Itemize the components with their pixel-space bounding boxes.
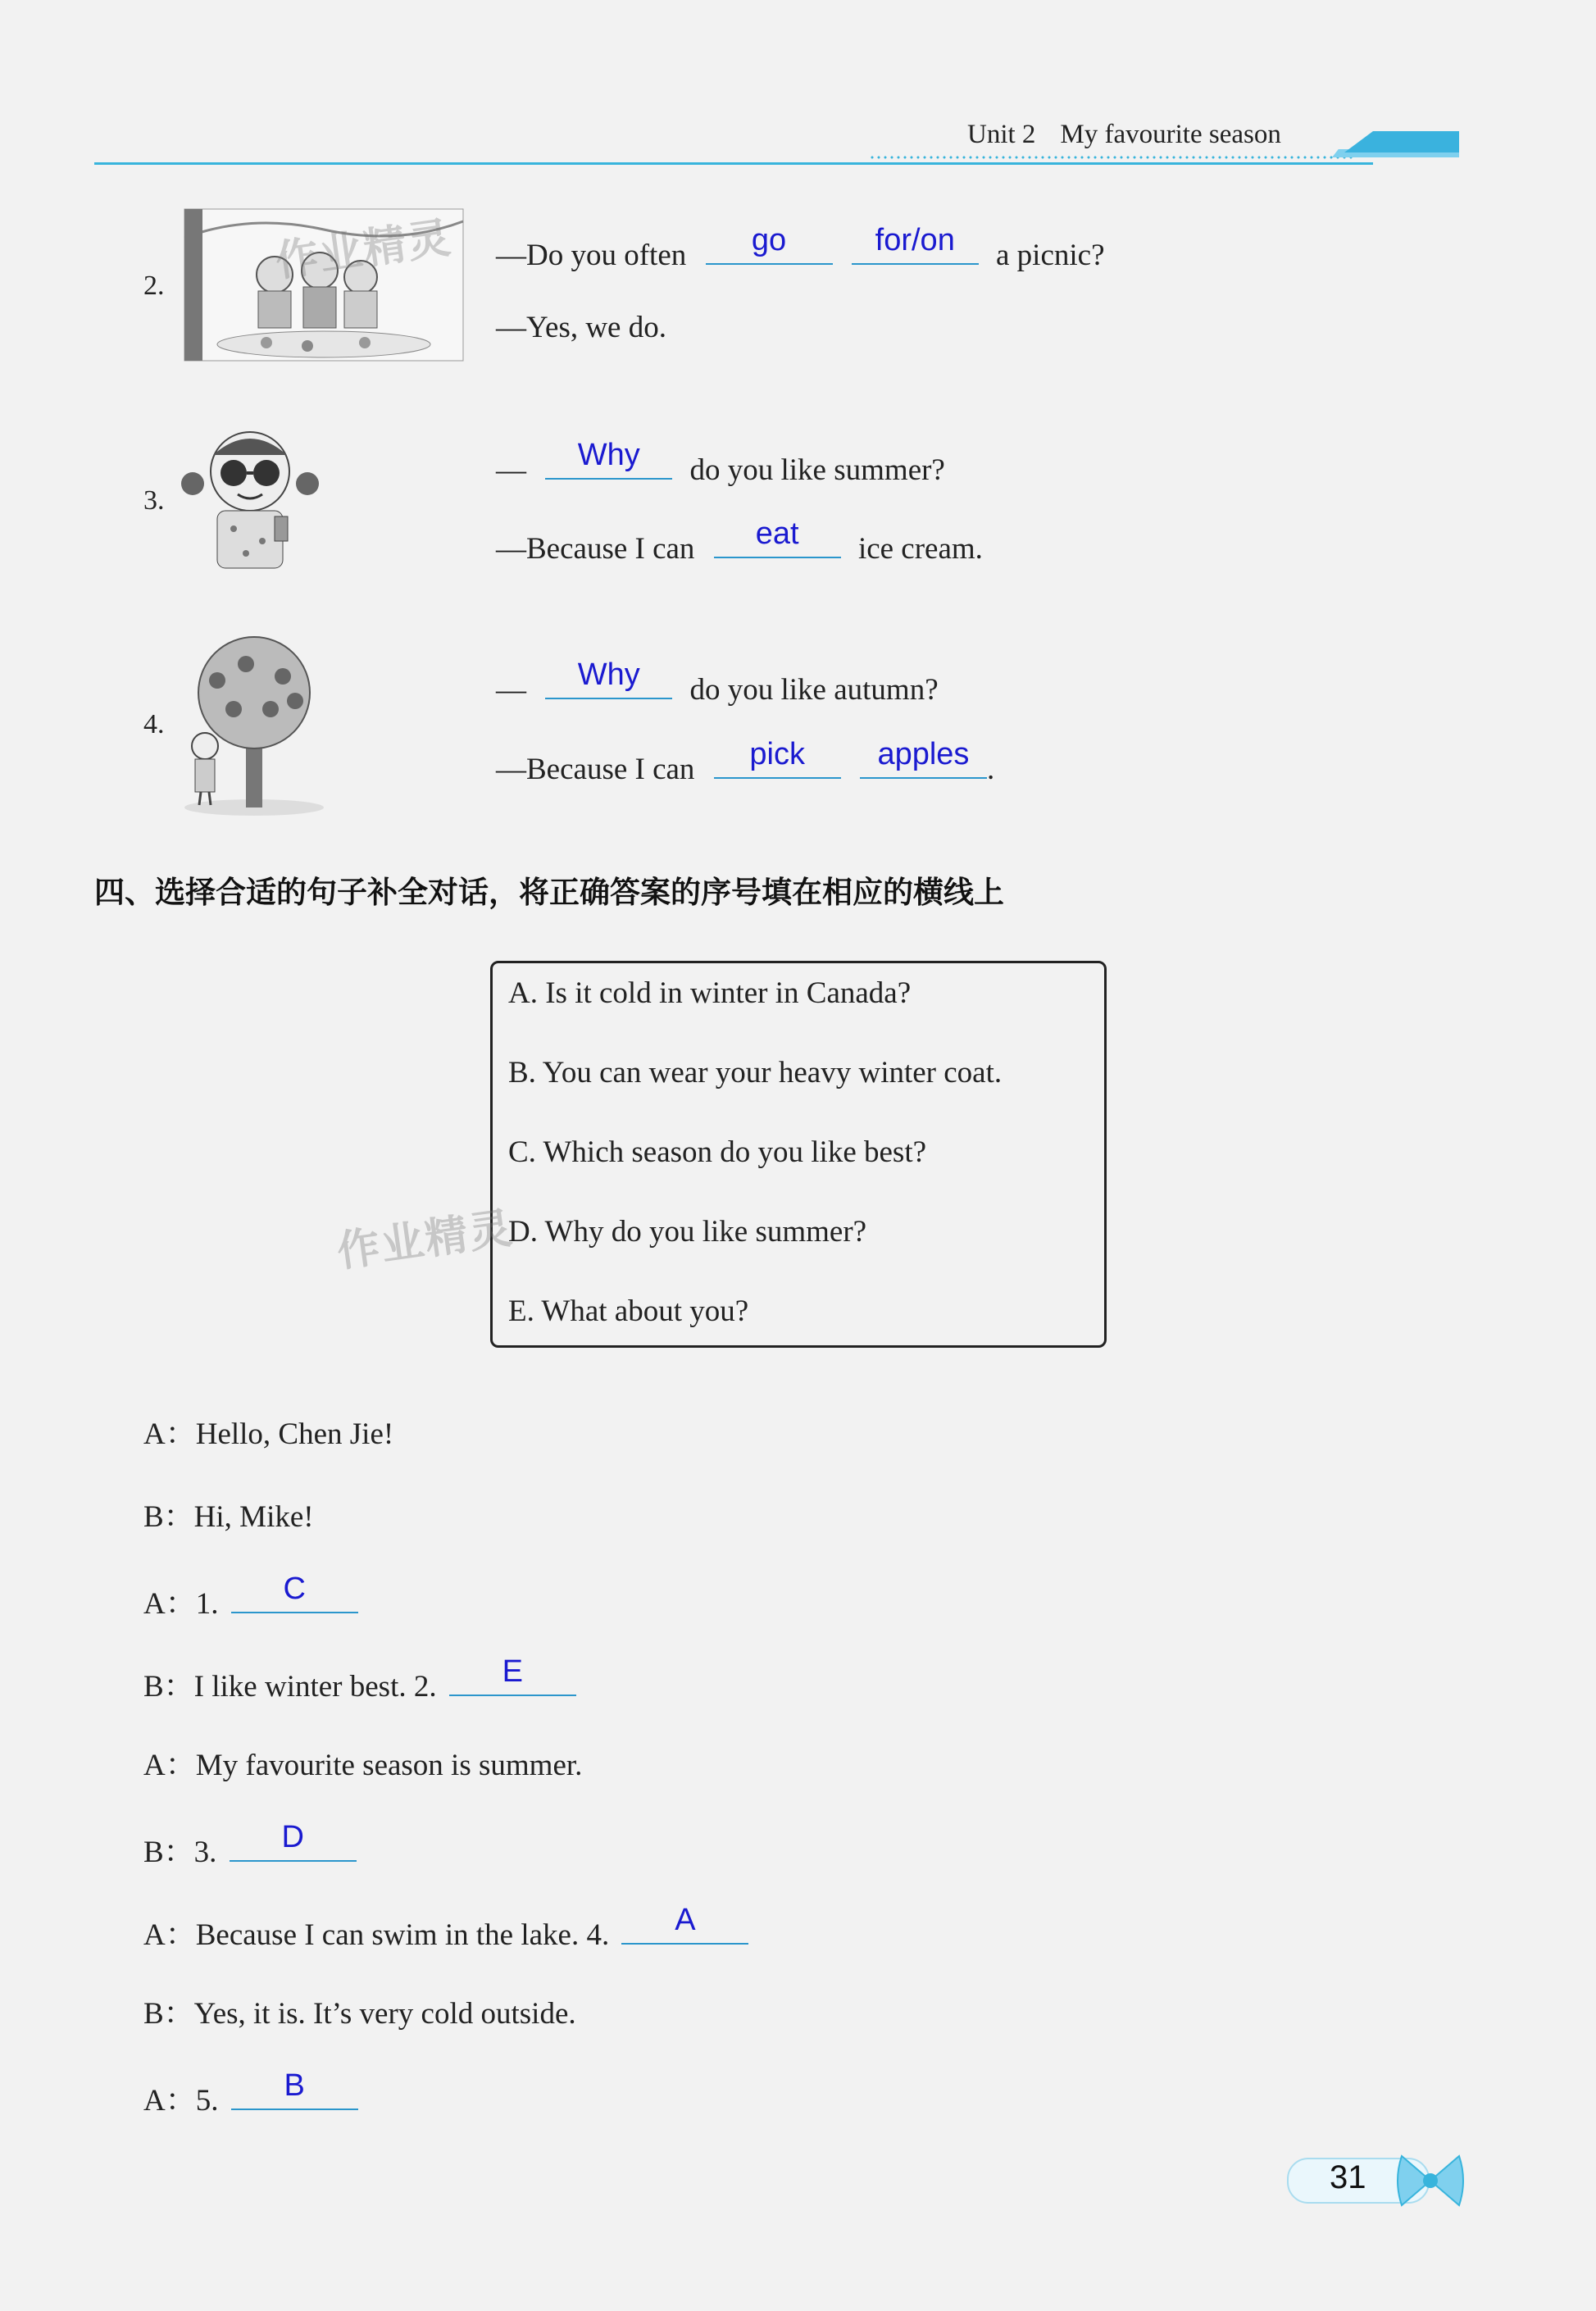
q4-suffix: do you like autumn? xyxy=(689,673,939,707)
watermark-top: 作业精灵 xyxy=(272,213,455,287)
q4-prefix: — xyxy=(496,673,526,707)
q3-blank-1[interactable] xyxy=(545,440,672,480)
q4-reply-answer-2: apples xyxy=(877,737,970,771)
option-e: E. What about you? xyxy=(508,1294,749,1328)
dialogue-line-6-text: B：3. xyxy=(143,1836,217,1869)
q4-blank-1[interactable] xyxy=(545,657,672,699)
dialogue-blank-4[interactable] xyxy=(621,1905,748,1945)
dialogue-blank-5[interactable] xyxy=(231,2068,358,2110)
header-dots xyxy=(869,155,1353,160)
page-number: 31 xyxy=(1330,2159,1366,2195)
section-title: 四、选择合适的句子补全对话，将正确答案的序号填在相应的横线上 xyxy=(94,875,1004,910)
dialogue-blank-3[interactable] xyxy=(230,1822,357,1862)
dialogue-line-8: B：Yes, it is. It’s very cold outside. xyxy=(143,1997,576,2031)
q4-answer-1: Why xyxy=(577,657,640,692)
q2-question xyxy=(496,225,1105,273)
dialogue-line-3 xyxy=(143,1574,358,1622)
dialogue-blank-1[interactable] xyxy=(231,1574,358,1613)
q3-prefix: — xyxy=(496,453,526,487)
watermark-middle: 作业精灵 xyxy=(334,1203,516,1277)
dialogue-line-9-text: A：5. xyxy=(143,2084,219,2118)
q4-reply-answer-1: pick xyxy=(749,737,805,771)
dialogue-answer-1: C xyxy=(283,1572,306,1606)
option-d: D. Why do you like summer? xyxy=(508,1215,867,1249)
header-topic: My favourite season xyxy=(1060,120,1281,149)
q2-answer-1: go xyxy=(751,223,787,257)
q4-question xyxy=(496,657,939,707)
dialogue-blank-2[interactable] xyxy=(449,1654,576,1696)
dialogue-line-6 xyxy=(143,1822,357,1871)
header-title xyxy=(967,120,1281,150)
q3-reply-prefix: —Because I can xyxy=(496,532,695,566)
q2-blank-1[interactable] xyxy=(706,225,833,265)
question-number-3: 3. xyxy=(143,485,165,516)
option-c: C. Which season do you like best? xyxy=(508,1135,927,1169)
q2-answer-2: for/on xyxy=(875,223,955,257)
q2-prefix: —Do you often xyxy=(496,239,687,272)
dialogue-line-7-text: A：Because I can swim in the lake. 4. xyxy=(143,1918,610,1952)
q4-reply-suffix: . xyxy=(986,753,995,786)
q3-suffix: do you like summer? xyxy=(689,453,945,487)
option-a: A. Is it cold in winter in Canada? xyxy=(508,976,912,1010)
q3-reply xyxy=(496,516,983,566)
header-unit: Unit 2 xyxy=(967,120,1036,149)
q3-reply-suffix: ice cream. xyxy=(857,532,983,566)
dialogue-answer-3: D xyxy=(281,1820,304,1854)
q3-reply-answer: eat xyxy=(755,516,799,551)
q2-blank-2[interactable] xyxy=(852,225,979,265)
question-number-2: 2. xyxy=(143,271,165,301)
dialogue-answer-5: B xyxy=(284,2068,305,2103)
girl-sunglasses-illustration xyxy=(168,422,332,578)
bow-icon xyxy=(1394,2148,1467,2213)
dialogue-answer-2: E xyxy=(502,1654,524,1689)
q4-reply xyxy=(496,739,994,787)
q4-reply-blank-2[interactable] xyxy=(860,739,987,779)
question-number-4: 4. xyxy=(143,709,165,739)
dialogue-answer-4: A xyxy=(675,1903,696,1937)
dialogue-line-4-text: B：I like winter best. 2. xyxy=(143,1670,437,1704)
q2-suffix: a picnic? xyxy=(996,239,1105,272)
option-b: B. You can wear your heavy winter coat. xyxy=(508,1056,1003,1090)
q3-reply-blank[interactable] xyxy=(714,516,841,558)
apple-tree-illustration xyxy=(168,631,348,820)
dialogue-line-5: A：My favourite season is summer. xyxy=(143,1749,583,1782)
dialogue-line-3-text: A：1. xyxy=(143,1587,219,1621)
dialogue-line-7 xyxy=(143,1905,748,1954)
q3-answer-1: Why xyxy=(577,438,640,472)
dialogue-line-9 xyxy=(143,2068,358,2119)
dialogue-line-4 xyxy=(143,1654,576,1705)
q4-reply-prefix: —Because I can xyxy=(496,753,695,786)
header-rule xyxy=(94,162,1373,165)
q2-reply: —Yes, we do. xyxy=(496,311,666,344)
q4-reply-blank-1[interactable] xyxy=(714,739,841,779)
q3-question xyxy=(496,440,945,488)
dialogue-line-1: A：Hello, Chen Jie! xyxy=(143,1417,394,1451)
header-tab xyxy=(1344,131,1459,152)
dialogue-line-2: B：Hi, Mike! xyxy=(143,1500,314,1534)
